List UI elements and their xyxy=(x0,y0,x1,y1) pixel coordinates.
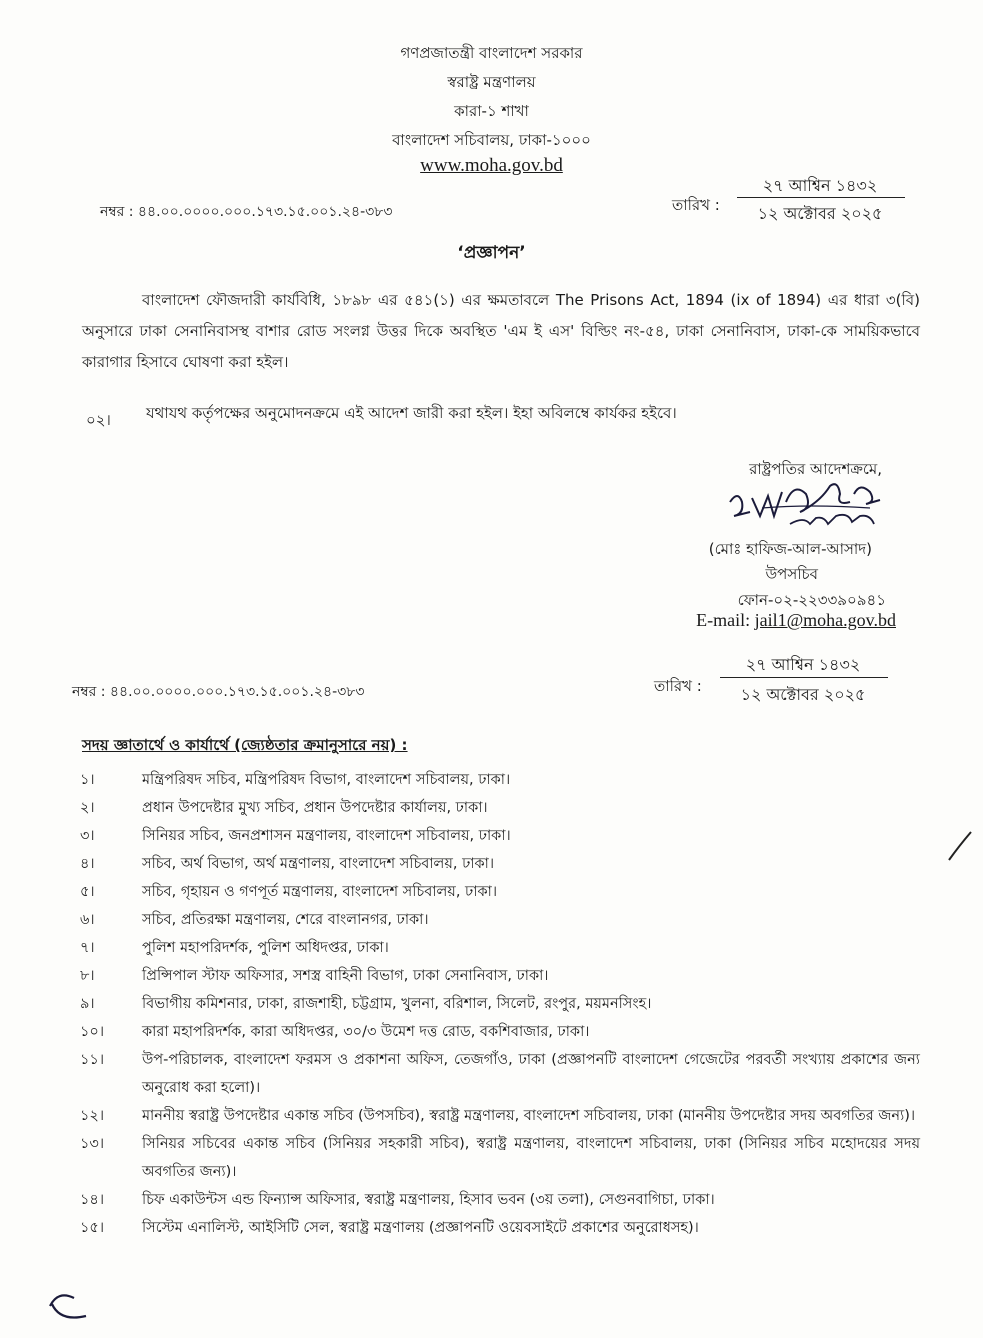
distribution-item-number: ১৫। xyxy=(80,1220,105,1236)
document-title: ‘প্রজ্ঞাপন’ xyxy=(457,243,526,263)
distribution-item-number: ৭। xyxy=(80,940,95,956)
distribution-item xyxy=(80,962,920,990)
distribution-item-number: ১২। xyxy=(80,1108,105,1124)
distribution-item-text: সচিব, প্রতিরক্ষা মন্ত্রণালয়, শেরে বাংলানগর, ঢাকা। xyxy=(142,912,429,928)
distribution-item-number: ৫। xyxy=(80,884,95,900)
signatory-designation: উপসচিব xyxy=(765,565,818,583)
distribution-item xyxy=(80,1186,920,1214)
header-government: গণপ্রজাতন্ত্রী বাংলাদেশ সরকার xyxy=(400,44,583,62)
date-bangla-bottom: ২৭ আশ্বিন ১৪৩২ xyxy=(745,655,861,674)
distribution-item-text: উপ-পরিচালক, বাংলাদেশ ফরমস ও প্রকাশনা অফিস, তেজগাঁও, ঢাকা (প্রজ্ঞাপনটি বাংলাদেশ গেজেটের পরবর্তী সংখ্যায় প্রকাশের জন্য অনুরোধ করা হলো)। xyxy=(142,1052,920,1096)
distribution-item xyxy=(80,1102,920,1130)
header-ministry: স্বরাষ্ট্র মন্ত্রণালয় xyxy=(447,73,536,91)
distribution-heading: সদয় জ্ঞাতার্থে ও কার্যার্থে (জ্যেষ্ঠতার ক্রমানুসারে নয়) : xyxy=(82,736,408,754)
distribution-item xyxy=(80,794,920,822)
distribution-item xyxy=(80,990,920,1018)
date-label-bottom: তারিখ : xyxy=(654,677,702,695)
distribution-item-number: ১৪। xyxy=(80,1192,105,1208)
distribution-item xyxy=(80,766,920,794)
distribution-item-text: প্রিন্সিপাল স্টাফ অফিসার, সশস্ত্র বাহিনী বিভাগ, ঢাকা সেনানিবাস, ঢাকা। xyxy=(142,968,549,984)
distribution-list xyxy=(80,766,920,1242)
distribution-item-number: ৮। xyxy=(80,968,95,984)
distribution-item-text: মাননীয় স্বরাষ্ট্র উপদেষ্টার একান্ত সচিব (উপসচিব), স্বরাষ্ট্র মন্ত্রণালয়, বাংলাদেশ সচিবালয়, ঢাকা (মাননীয় উপদেষ্টার সদয় অবগতির জন্য)। xyxy=(142,1108,916,1124)
header-website-link[interactable]: www.moha.gov.bd xyxy=(420,155,563,176)
body-paragraph-1-text: বাংলাদেশ ফৌজদারী কার্যবিধি, ১৮৯৮ এর ৫৪১(১) এর ক্ষমতাবলে The Prisons Act, 1894 (ix of 1894) এর ধারা ৩(বি) অনুসারে ঢাকা সেনানিবাসস্থ বাশার রোড সংলগ্ন উত্তর দিকে অবস্থিত 'এম ই এস' বিল্ডিং নং-৫৪, ঢাকা সেনানিবাস, ঢাকা-কে সাময়িকভাবে কারাগার হিসাবে ঘোষণা করা হইল। xyxy=(82,291,920,371)
date-divider-bottom xyxy=(720,677,888,678)
distribution-item xyxy=(80,878,920,906)
signatory-phone: ফোন-০২-২২৩৩৯০৯৪১ xyxy=(737,591,886,609)
date-gregorian-top: ১২ অক্টোবর ২০২৫ xyxy=(757,204,883,223)
distribution-item xyxy=(80,1214,920,1242)
body-paragraph-2-text: যথাযথ কর্তৃপক্ষের অনুমোদনক্রমে এই আদেশ জারী করা হইল। ইহা অবিলম্বে কার্যকর হইবে। xyxy=(146,404,677,422)
signatory-email-row xyxy=(600,610,896,631)
distribution-item-number: ১১। xyxy=(80,1052,105,1068)
handwritten-check-mark xyxy=(46,1286,116,1326)
signatory-email-link[interactable]: jail1@moha.gov.bd xyxy=(754,610,896,630)
date-gregorian-bottom: ১২ অক্টোবর ২০২৫ xyxy=(740,685,866,704)
signatory-name: (মোঃ হাফিজ-আল-আসাদ) xyxy=(708,540,872,558)
memo-number-top: নম্বর : ৪৪.০০.০০০০.০০০.১৭৩.১৫.০০১.২৪-৩৮৩ xyxy=(100,204,393,220)
distribution-item xyxy=(80,1018,920,1046)
distribution-item xyxy=(80,934,920,962)
header-address: বাংলাদেশ সচিবালয়, ঢাকা-১০০০ xyxy=(392,131,591,149)
distribution-item-text: সিনিয়র সচিবের একান্ত সচিব (সিনিয়র সহকারী সচিব), স্বরাষ্ট্র মন্ত্রণালয়, বাংলাদেশ সচিবালয়, ঢাকা (সিনিয়র সচিব মহোদয়ের সদয় অবগতির জন্য)। xyxy=(142,1136,920,1180)
distribution-item-text: প্রধান উপদেষ্টার মুখ্য সচিব, প্রধান উপদেষ্টার কার্যালয়, ঢাকা। xyxy=(142,800,488,816)
date-divider-top xyxy=(737,197,905,198)
distribution-item-text: বিভাগীয় কমিশনার, ঢাকা, রাজশাহী, চট্টগ্রাম, খুলনা, বরিশাল, সিলেট, রংপুর, ময়মনসিংহ। xyxy=(142,996,652,1012)
date-label-top: তারিখ : xyxy=(672,196,720,214)
handwritten-signature xyxy=(720,472,890,542)
distribution-item-number: ৬। xyxy=(80,912,95,928)
distribution-item xyxy=(80,906,920,934)
distribution-item-text: কারা মহাপরিদর্শক, কারা অধিদপ্তর, ৩০/৩ উমেশ দত্ত রোড, বকশিবাজার, ঢাকা। xyxy=(142,1024,590,1040)
distribution-item-text: সিনিয়র সচিব, জনপ্রশাসন মন্ত্রণালয়, বাংলাদেশ সচিবালয়, ঢাকা। xyxy=(142,828,511,844)
distribution-item xyxy=(80,822,920,850)
distribution-item-number: ৩। xyxy=(80,828,95,844)
date-bangla-top: ২৭ আশ্বিন ১৪৩২ xyxy=(762,176,878,195)
distribution-item-text: সিস্টেম এনালিস্ট, আইসিটি সেল, স্বরাষ্ট্র মন্ত্রণালয় (প্রজ্ঞাপনটি ওয়েবসাইটে প্রকাশের অনুরোধসহ)। xyxy=(142,1220,699,1236)
distribution-item xyxy=(80,1046,920,1102)
distribution-item-text: চিফ একাউন্টস এন্ড ফিন্যান্স অফিসার, স্বরাষ্ট্র মন্ত্রণালয়, হিসাব ভবন (৩য় তলা), সেগুনবাগিচা, ঢাকা। xyxy=(142,1192,715,1208)
distribution-item-text: পুলিশ মহাপরিদর্শক, পুলিশ অধিদপ্তর, ঢাকা। xyxy=(142,940,389,956)
distribution-item-number: ১৩। xyxy=(80,1136,105,1152)
distribution-item xyxy=(80,850,920,878)
distribution-item-text: মন্ত্রিপরিষদ সচিব, মন্ত্রিপরিষদ বিভাগ, বাংলাদেশ সচিবালয়, ঢাকা। xyxy=(142,772,511,788)
body-paragraph-2-number: ০২। xyxy=(86,411,111,429)
distribution-item-number: ৪। xyxy=(80,856,95,872)
distribution-item-number: ১। xyxy=(80,772,95,788)
distribution-item-number: ৯। xyxy=(80,996,95,1012)
pen-stroke-mark xyxy=(945,828,975,864)
header-section: কারা-১ শাখা xyxy=(454,102,529,120)
body-paragraph-1 xyxy=(82,285,920,378)
distribution-item-number: ২। xyxy=(80,800,95,816)
memo-number-bottom: নম্বর : ৪৪.০০.০০০০.০০০.১৭৩.১৫.০০১.২৪-৩৮৩ xyxy=(72,684,365,700)
distribution-item-number: ১০। xyxy=(80,1024,105,1040)
distribution-item-text: সচিব, গৃহায়ন ও গণপূর্ত মন্ত্রণালয়, বাংলাদেশ সচিবালয়, ঢাকা। xyxy=(142,884,498,900)
signature-order-line: রাষ্ট্রপতির আদেশক্রমে, xyxy=(749,460,882,478)
email-label: E-mail: xyxy=(696,610,751,630)
distribution-item-text: সচিব, অর্থ বিভাগ, অর্থ মন্ত্রণালয়, বাংলাদেশ সচিবালয়, ঢাকা। xyxy=(142,856,495,872)
distribution-item xyxy=(80,1130,920,1186)
